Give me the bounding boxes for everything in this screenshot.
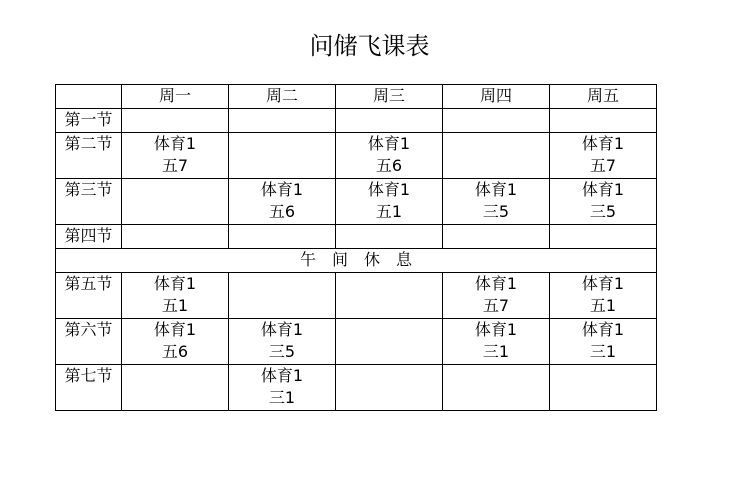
schedule-cell-thu <box>443 179 550 225</box>
period-row <box>56 365 657 411</box>
subject-text: 体育1 <box>474 320 518 339</box>
day-header-mon: 周一 <box>122 85 229 109</box>
class-code-text: 三5 <box>268 342 296 361</box>
schedule-cell-fri <box>550 319 657 365</box>
class-code-text: 五6 <box>375 156 403 175</box>
schedule-cell-fri <box>550 179 657 225</box>
period-row <box>56 319 657 365</box>
schedule-cell-mon <box>122 365 229 411</box>
day-header-wed: 周三 <box>336 85 443 109</box>
subject-text: 体育1 <box>260 320 304 339</box>
schedule-cell-fri <box>550 273 657 319</box>
schedule-cell-fri <box>550 365 657 411</box>
schedule-cell-mon <box>122 319 229 365</box>
class-code-text: 五1 <box>161 296 189 315</box>
schedule-cell-wed <box>336 133 443 179</box>
class-code-text: 五6 <box>161 342 189 361</box>
schedule-cell-tue <box>229 319 336 365</box>
schedule-cell-mon <box>122 273 229 319</box>
schedule-cell-wed <box>336 365 443 411</box>
subject-text: 体育1 <box>260 180 304 199</box>
schedule-cell-fri <box>550 109 657 133</box>
schedule-cell-tue <box>229 133 336 179</box>
schedule-cell-tue <box>229 365 336 411</box>
class-code-text: 五1 <box>375 202 403 221</box>
day-header-tue: 周二 <box>229 85 336 109</box>
class-code-text: 五7 <box>161 156 189 175</box>
schedule-cell-thu <box>443 225 550 249</box>
page-title: 问储飞课表 <box>309 32 430 60</box>
subject-text: 体育1 <box>367 134 411 153</box>
lunch-break-label: 午 间 休 息 <box>56 249 657 273</box>
lunch-break-row <box>56 249 657 273</box>
schedule-cell-tue <box>229 273 336 319</box>
subject-text: 体育1 <box>581 180 625 199</box>
schedule-cell-mon <box>122 225 229 249</box>
class-code-text: 三5 <box>589 202 617 221</box>
subject-text: 体育1 <box>153 320 197 339</box>
period-label: 第六节 <box>56 319 122 365</box>
schedule-cell-thu <box>443 319 550 365</box>
corner-cell <box>56 85 122 109</box>
class-code-text: 五6 <box>268 202 296 221</box>
subject-text: 体育1 <box>581 320 625 339</box>
subject-text: 体育1 <box>581 274 625 293</box>
period-label: 第七节 <box>56 365 122 411</box>
period-label: 第一节 <box>56 109 122 133</box>
day-header-thu: 周四 <box>443 85 550 109</box>
schedule-cell-fri <box>550 225 657 249</box>
timetable <box>55 84 657 411</box>
period-label: 第三节 <box>56 179 122 225</box>
period-label: 第五节 <box>56 273 122 319</box>
schedule-cell-thu <box>443 109 550 133</box>
header-row <box>56 85 657 109</box>
schedule-cell-wed <box>336 225 443 249</box>
schedule-cell-wed <box>336 319 443 365</box>
class-code-text: 三1 <box>482 342 510 361</box>
class-code-text: 三1 <box>268 388 296 407</box>
subject-text: 体育1 <box>367 180 411 199</box>
subject-text: 体育1 <box>581 134 625 153</box>
schedule-cell-wed <box>336 179 443 225</box>
period-row <box>56 225 657 249</box>
schedule-cell-thu <box>443 365 550 411</box>
subject-text: 体育1 <box>474 180 518 199</box>
schedule-cell-wed <box>336 109 443 133</box>
schedule-cell-tue <box>229 179 336 225</box>
period-row <box>56 273 657 319</box>
class-code-text: 三1 <box>589 342 617 361</box>
schedule-cell-tue <box>229 225 336 249</box>
period-row <box>56 179 657 225</box>
schedule-cell-fri <box>550 133 657 179</box>
schedule-cell-mon <box>122 179 229 225</box>
day-header-fri: 周五 <box>550 85 657 109</box>
period-label: 第二节 <box>56 133 122 179</box>
subject-text: 体育1 <box>260 366 304 385</box>
class-code-text: 五7 <box>482 296 510 315</box>
class-code-text: 五1 <box>589 296 617 315</box>
class-code-text: 五7 <box>589 156 617 175</box>
period-label: 第四节 <box>56 225 122 249</box>
schedule-cell-tue <box>229 109 336 133</box>
period-row <box>56 109 657 133</box>
class-code-text: 三5 <box>482 202 510 221</box>
subject-text: 体育1 <box>474 274 518 293</box>
subject-text: 体育1 <box>153 134 197 153</box>
period-row <box>56 133 657 179</box>
schedule-cell-thu <box>443 273 550 319</box>
subject-text: 体育1 <box>153 274 197 293</box>
schedule-cell-wed <box>336 273 443 319</box>
schedule-cell-mon <box>122 133 229 179</box>
schedule-cell-mon <box>122 109 229 133</box>
schedule-cell-thu <box>443 133 550 179</box>
